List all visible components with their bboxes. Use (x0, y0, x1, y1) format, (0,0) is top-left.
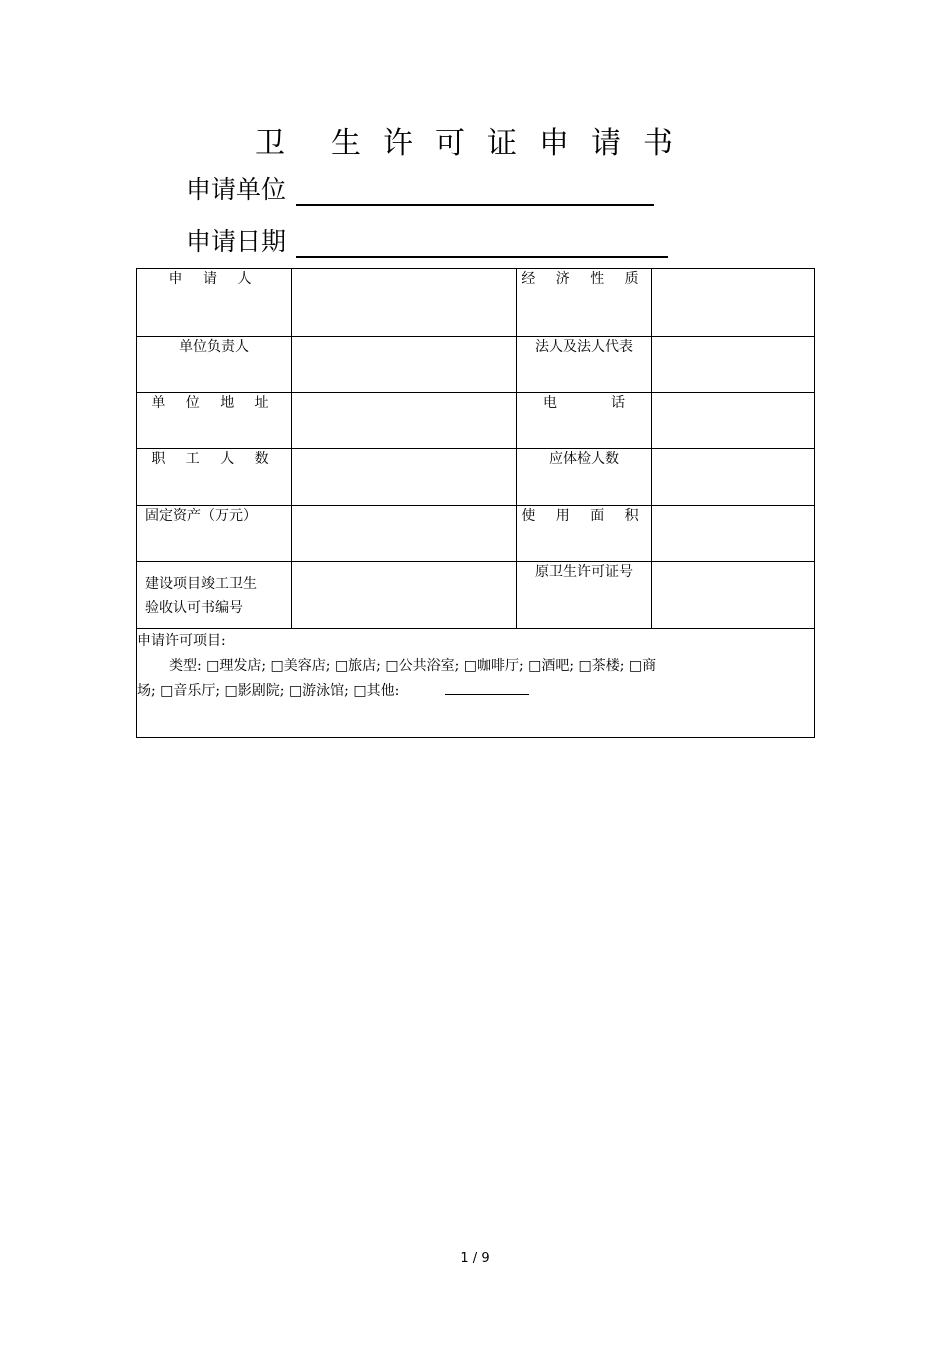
table-row (137, 506, 815, 562)
other-type-input-line[interactable] (445, 682, 529, 695)
fixed-assets-label: 固定资产（万元） (137, 506, 292, 562)
title-part-2: 生许可证申请书 (331, 126, 695, 161)
permit-types-line-2-text[interactable]: 场; □音乐厅; □影剧院; □游泳馆; □其他: (137, 683, 400, 699)
table-row (137, 393, 815, 449)
health-check-count-label: 应体检人数 (517, 449, 652, 506)
table-row (137, 337, 815, 393)
page-number: 1 / 9 (460, 1251, 490, 1266)
legal-representative-value-cell[interactable] (652, 337, 815, 393)
application-date-label: 申请日期 (186, 227, 287, 256)
table-row (137, 562, 815, 629)
phone-label (517, 393, 652, 449)
permit-types-line-2 (137, 679, 814, 704)
permit-items-heading: 申请许可项目: (137, 633, 226, 649)
title-part-1: 卫 (255, 126, 307, 161)
original-license-number-label: 原卫生许可证号 (517, 562, 652, 629)
completion-acceptance-value-cell[interactable] (292, 562, 517, 629)
economic-nature-label: 经 济 性 质 (517, 269, 652, 337)
usage-area-value-cell[interactable] (652, 506, 815, 562)
table-row (137, 629, 815, 738)
economic-nature-value-cell[interactable] (652, 269, 815, 337)
unit-address-value-cell[interactable] (292, 393, 517, 449)
applicant-unit-input-line[interactable] (296, 178, 654, 206)
staff-count-label: 职 工 人 数 (137, 449, 292, 506)
page-title (0, 124, 950, 164)
completion-acceptance-label (137, 562, 292, 629)
permit-items-cell (137, 629, 815, 738)
applicant-unit-label: 申请单位 (186, 175, 287, 204)
application-date-field (186, 226, 668, 258)
table-row (137, 269, 815, 337)
completion-acceptance-label-line2: 验收认可书编号 (145, 600, 243, 616)
usage-area-label: 使 用 面 积 (517, 506, 652, 562)
health-check-count-value-cell[interactable] (652, 449, 815, 506)
applicant-label: 申 请 人 (137, 269, 292, 337)
unit-head-value-cell[interactable] (292, 337, 517, 393)
application-form-table (136, 268, 815, 738)
staff-count-value-cell[interactable] (292, 449, 517, 506)
completion-acceptance-label-line1: 建设项目竣工卫生 (145, 576, 257, 592)
applicant-value-cell[interactable] (292, 269, 517, 337)
phone-label-text: 电 话 (543, 395, 625, 411)
permit-types-line-1[interactable]: 类型: □理发店; □美容店; □旅店; □公共浴室; □咖啡厅; □酒吧; □茶楼; □商 (169, 658, 657, 674)
applicant-unit-field (186, 174, 654, 206)
legal-representative-label: 法人及法人代表 (517, 337, 652, 393)
unit-address-label: 单 位 地 址 (137, 393, 292, 449)
unit-head-label: 单位负责人 (137, 337, 292, 393)
phone-value-cell[interactable] (652, 393, 815, 449)
application-date-input-line[interactable] (296, 230, 668, 258)
table-row (137, 449, 815, 506)
original-license-number-value-cell[interactable] (652, 562, 815, 629)
fixed-assets-value-cell[interactable] (292, 506, 517, 562)
